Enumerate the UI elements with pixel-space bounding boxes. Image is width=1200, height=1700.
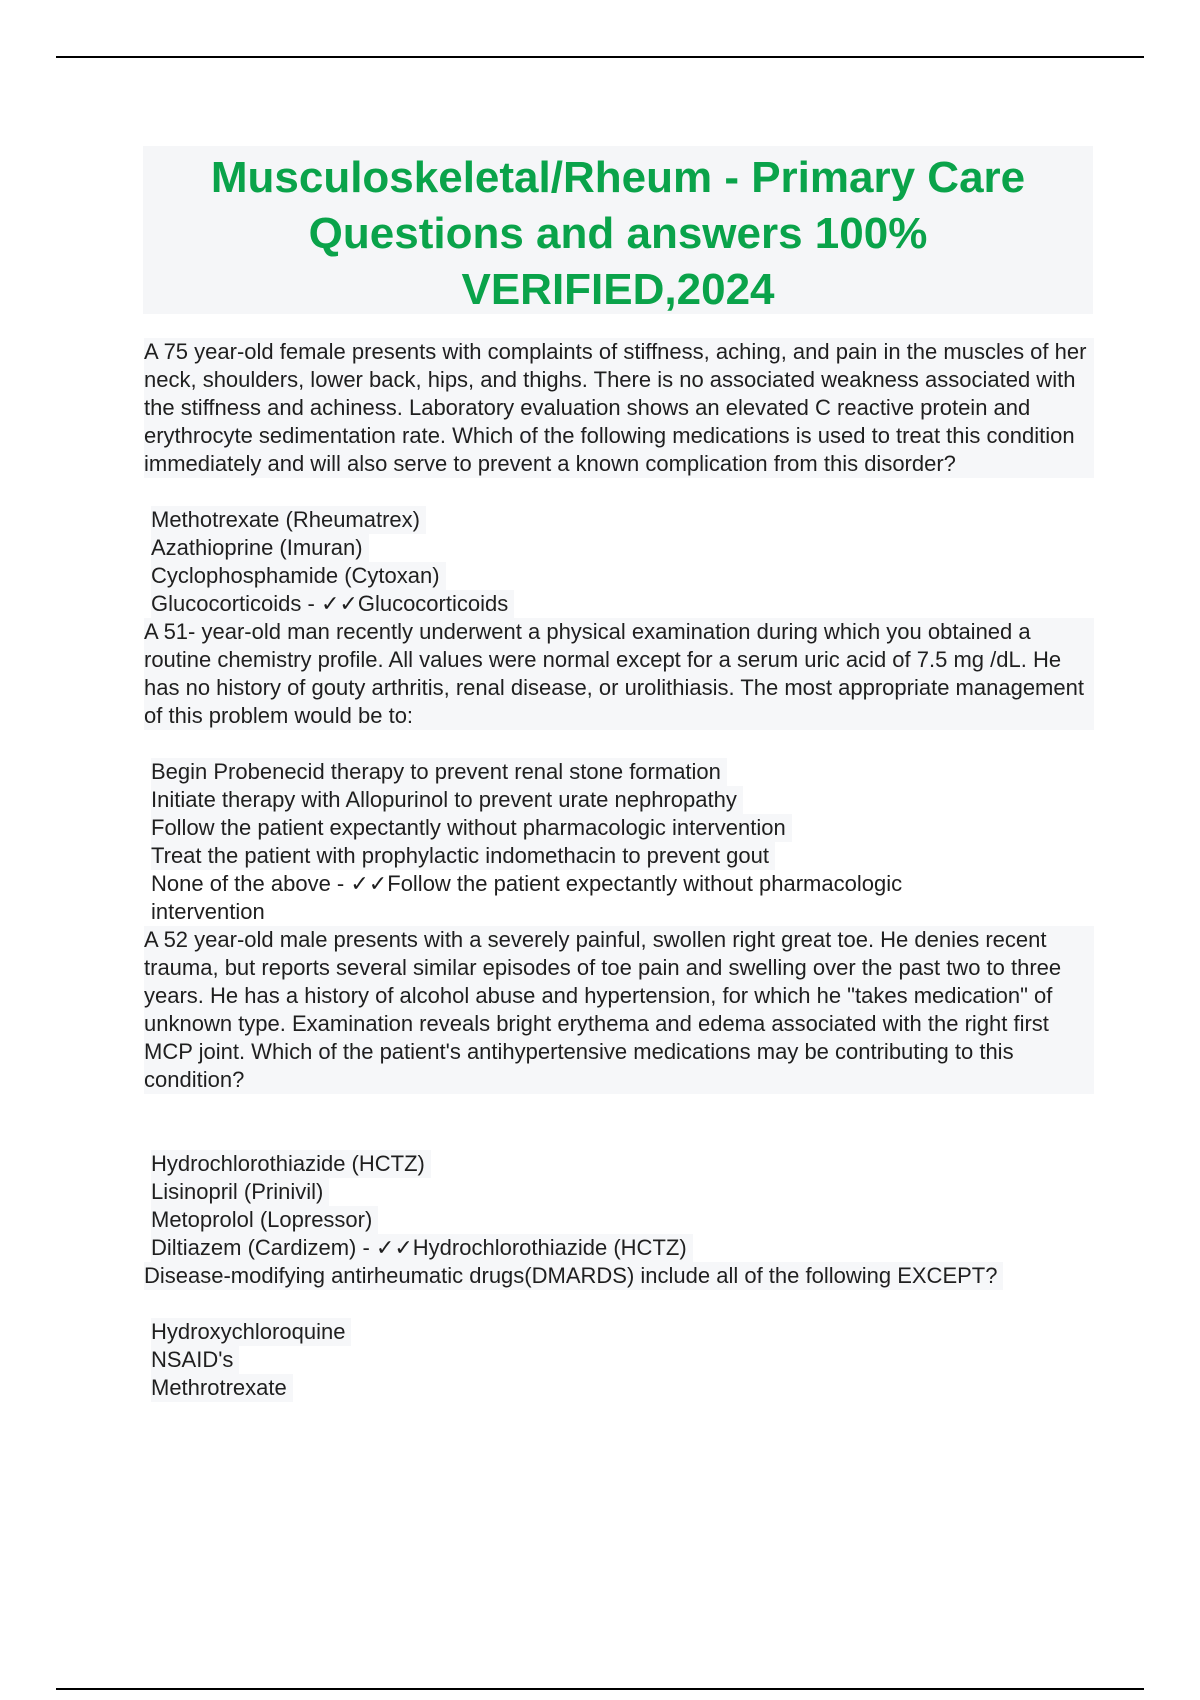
q2-option-4: Treat the patient with prophylactic indomethacin to prevent gout — [151, 842, 775, 870]
page-title — [143, 146, 1093, 318]
q3-option-4: Diltiazem (Cardizem) — [151, 1235, 357, 1260]
question-4-options — [144, 1318, 1094, 1402]
q4-option-1: Hydroxychloroquine — [151, 1318, 351, 1346]
q1-answer: Glucocorticoids — [357, 591, 509, 616]
check-mark-icon: ✓✓ — [320, 591, 358, 616]
title-box — [143, 146, 1093, 314]
title-line-3: VERIFIED,2024 — [461, 265, 775, 314]
q1-option-1: Methotrexate (Rheumatrex) — [151, 506, 426, 534]
q2-option-2: Initiate therapy with Allopurinol to prevent urate nephropathy — [151, 786, 743, 814]
question-1-options — [144, 506, 1094, 618]
answer-separator: - — [356, 1235, 376, 1260]
question-2-text: A 51- year-old man recently underwent a physical examination during which you obtained a routine chemistry profile. All values were normal except for a serum uric acid of 7.5 mg /dL. He has no history of gouty arthritis, renal disease, or urolithiasis. The most appropriate management of this problem would be to: — [144, 618, 1094, 730]
top-rule — [56, 56, 1144, 58]
question-3-text: A 52 year-old male presents with a severely painful, swollen right great toe. He denies recent trauma, but reports several similar episodes of toe pain and swelling over the past two to three years. He has a history of alcohol abuse and hypertension, for which he "takes medication" of unknown type. Examination reveals bright erythema and edema associated with the right first MCP joint. Which of the patient's antihypertensive medications may be contributing to this condition? — [144, 926, 1094, 1094]
q3-answer: Hydrochlorothiazide (HCTZ) — [412, 1235, 687, 1260]
q1-option-4-with-answer — [151, 590, 514, 618]
q4-option-2: NSAID's — [151, 1346, 239, 1374]
q3-option-2: Lisinopril (Prinivil) — [151, 1178, 329, 1206]
q3-option-1: Hydrochlorothiazide (HCTZ) — [151, 1150, 431, 1178]
q3-option-3: Metoprolol (Lopressor) — [151, 1206, 378, 1234]
question-4-text: Disease-modifying antirheumatic drugs(DMARDS) include all of the following EXCEPT? — [144, 1262, 1003, 1290]
bottom-rule — [56, 1688, 1144, 1690]
q1-option-3: Cyclophosphamide (Cytoxan) — [151, 562, 446, 590]
question-3-options — [144, 1150, 1094, 1262]
title-line-2: Questions and answers 100% — [308, 209, 928, 258]
spacer — [144, 1094, 1094, 1122]
q2-answer: Follow the patient expectantly without pharmacologic intervention — [151, 871, 903, 924]
question-2-options — [144, 758, 1094, 926]
answer-separator: - — [301, 591, 321, 616]
q2-option-5-with-answer — [151, 871, 902, 924]
q2-option-1: Begin Probenecid therapy to prevent renal stone formation — [151, 758, 727, 786]
q4-option-3: Methrotrexate — [151, 1374, 293, 1402]
q1-option-4: Glucocorticoids — [151, 591, 302, 616]
check-mark-icon: ✓✓ — [350, 871, 388, 896]
document-body — [144, 338, 1094, 1402]
q2-option-3: Follow the patient expectantly without pharmacologic intervention — [151, 814, 792, 842]
check-mark-icon: ✓✓ — [375, 1235, 413, 1260]
question-1-text: A 75 year-old female presents with complaints of stiffness, aching, and pain in the muscles of her neck, shoulders, lower back, hips, and thighs. There is no associated weakness associated with the stiffness and achiness. Laboratory evaluation shows an elevated C reactive protein and erythrocyte sedimentation rate. Which of the following medications is used to treat this condition immediately and will also serve to prevent a known complication from this disorder? — [144, 338, 1094, 478]
q2-option-5: None of the above — [151, 871, 331, 896]
q1-option-2: Azathioprine (Imuran) — [151, 534, 369, 562]
title-line-1: Musculoskeletal/Rheum - Primary Care — [210, 153, 1026, 202]
q3-option-4-with-answer — [151, 1234, 693, 1262]
answer-separator: - — [330, 871, 351, 896]
